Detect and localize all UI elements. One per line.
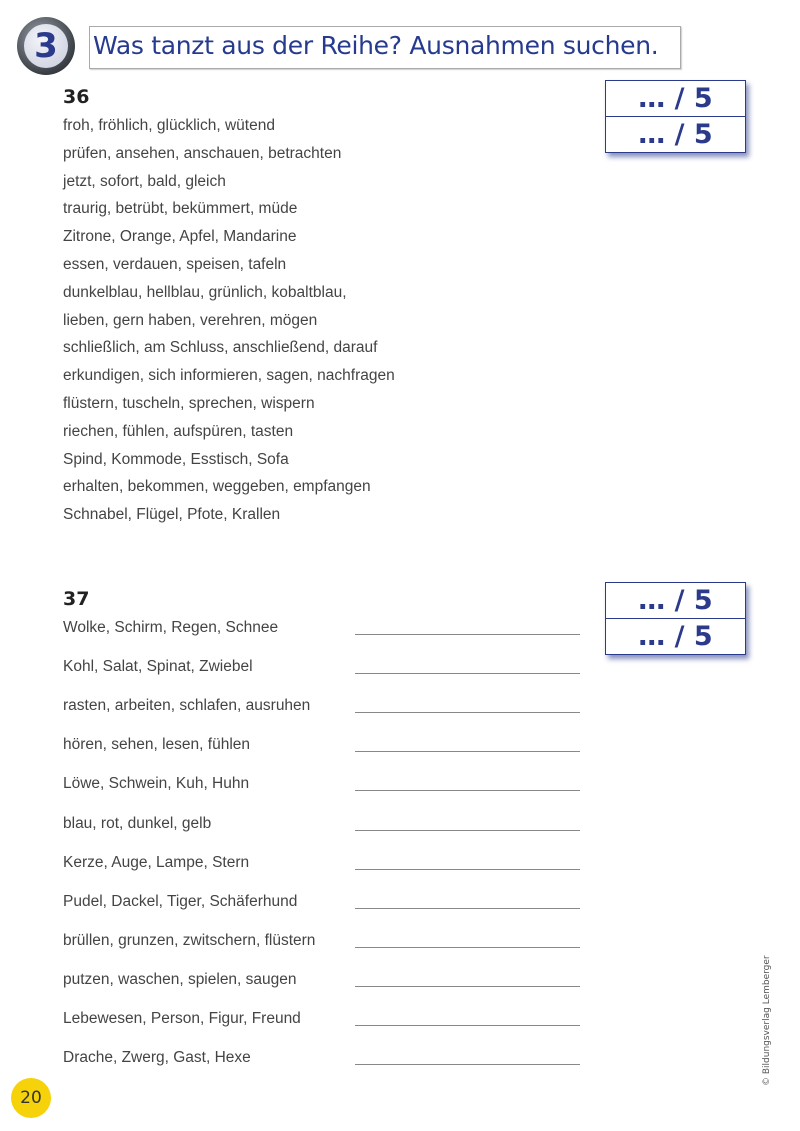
answer-line[interactable] xyxy=(355,634,580,635)
word-row: putzen, waschen, spielen, saugen xyxy=(63,970,297,988)
score-field: … / 5 xyxy=(606,116,745,152)
word-row: hören, sehen, lesen, fühlen xyxy=(63,736,250,754)
word-row: traurig, betrübt, bekümmert, müde xyxy=(63,200,298,218)
answer-line[interactable] xyxy=(355,712,580,713)
word-row: erkundigen, sich informieren, sagen, nachfragen xyxy=(63,367,395,385)
word-row: Lebewesen, Person, Figur, Freund xyxy=(63,1010,301,1027)
copyright: © Bildungsverlag Lemberger xyxy=(762,955,772,1086)
word-row: jetzt, sofort, bald, gleich xyxy=(63,172,226,190)
word-row: Löwe, Schwein, Kuh, Huhn xyxy=(63,775,250,793)
word-row: brüllen, grunzen, zwitschern, flüstern xyxy=(63,931,316,949)
page-number: 20 xyxy=(11,1078,51,1118)
word-row: essen, verdauen, speisen, tafeln xyxy=(63,256,287,273)
word-row: schließlich, am Schluss, anschließend, darauf xyxy=(63,339,378,357)
word-row: Kerze, Auge, Lampe, Stern xyxy=(63,853,250,871)
word-row: Drache, Zwerg, Gast, Hexe xyxy=(63,1049,251,1067)
exercise-36-score-box xyxy=(605,80,746,153)
answer-line[interactable] xyxy=(355,1025,580,1026)
page-title: Was tanzt aus der Reihe? Ausnahmen suchen. xyxy=(93,31,659,60)
word-row: Kohl, Salat, Spinat, Zwiebel xyxy=(63,658,253,676)
word-row: prüfen, ansehen, anschauen, betrachten xyxy=(63,144,342,162)
word-row: rasten, arbeiten, schlafen, ausruhen xyxy=(63,697,311,715)
exercise-37-score-box xyxy=(605,582,746,655)
word-row: Wolke, Schirm, Regen, Schnee xyxy=(63,619,279,636)
answer-line[interactable] xyxy=(355,947,580,948)
word-row: froh, fröhlich, glücklich, wütend xyxy=(63,117,275,134)
score-field: … / 5 xyxy=(638,585,713,616)
answer-line[interactable] xyxy=(355,908,580,909)
answer-line[interactable] xyxy=(355,790,580,791)
word-row: lieben, gern haben, verehren, mögen xyxy=(63,311,318,329)
answer-line[interactable] xyxy=(355,986,580,987)
word-row: Spind, Kommode, Esstisch, Sofa xyxy=(63,450,289,468)
word-row: Schnabel, Flügel, Pfote, Krallen xyxy=(63,506,281,524)
answer-line[interactable] xyxy=(355,1064,580,1065)
word-row: dunkelblau, hellblau, grünlich, kobaltblau, xyxy=(63,283,347,301)
answer-line[interactable] xyxy=(355,673,580,674)
word-row: blau, rot, dunkel, gelb xyxy=(63,814,212,832)
chapter-badge xyxy=(17,17,75,75)
word-row: riechen, fühlen, aufspüren, tasten xyxy=(63,422,294,440)
score-field: … / 5 xyxy=(606,618,745,654)
word-row: Pudel, Dackel, Tiger, Schäferhund xyxy=(63,892,298,910)
answer-line[interactable] xyxy=(355,751,580,752)
exercise-36-number: 36 xyxy=(63,86,90,108)
chapter-number: 3 xyxy=(24,24,68,68)
answer-line[interactable] xyxy=(355,869,580,870)
word-row: Zitrone, Orange, Apfel, Mandarine xyxy=(63,228,297,246)
word-row: erhalten, bekommen, weggeben, empfangen xyxy=(63,478,371,496)
word-row: flüstern, tuscheln, sprechen, wispern xyxy=(63,395,315,412)
exercise-37-number: 37 xyxy=(63,588,90,610)
answer-line[interactable] xyxy=(355,830,580,831)
title-box xyxy=(89,26,681,69)
score-field: … / 5 xyxy=(638,83,713,114)
